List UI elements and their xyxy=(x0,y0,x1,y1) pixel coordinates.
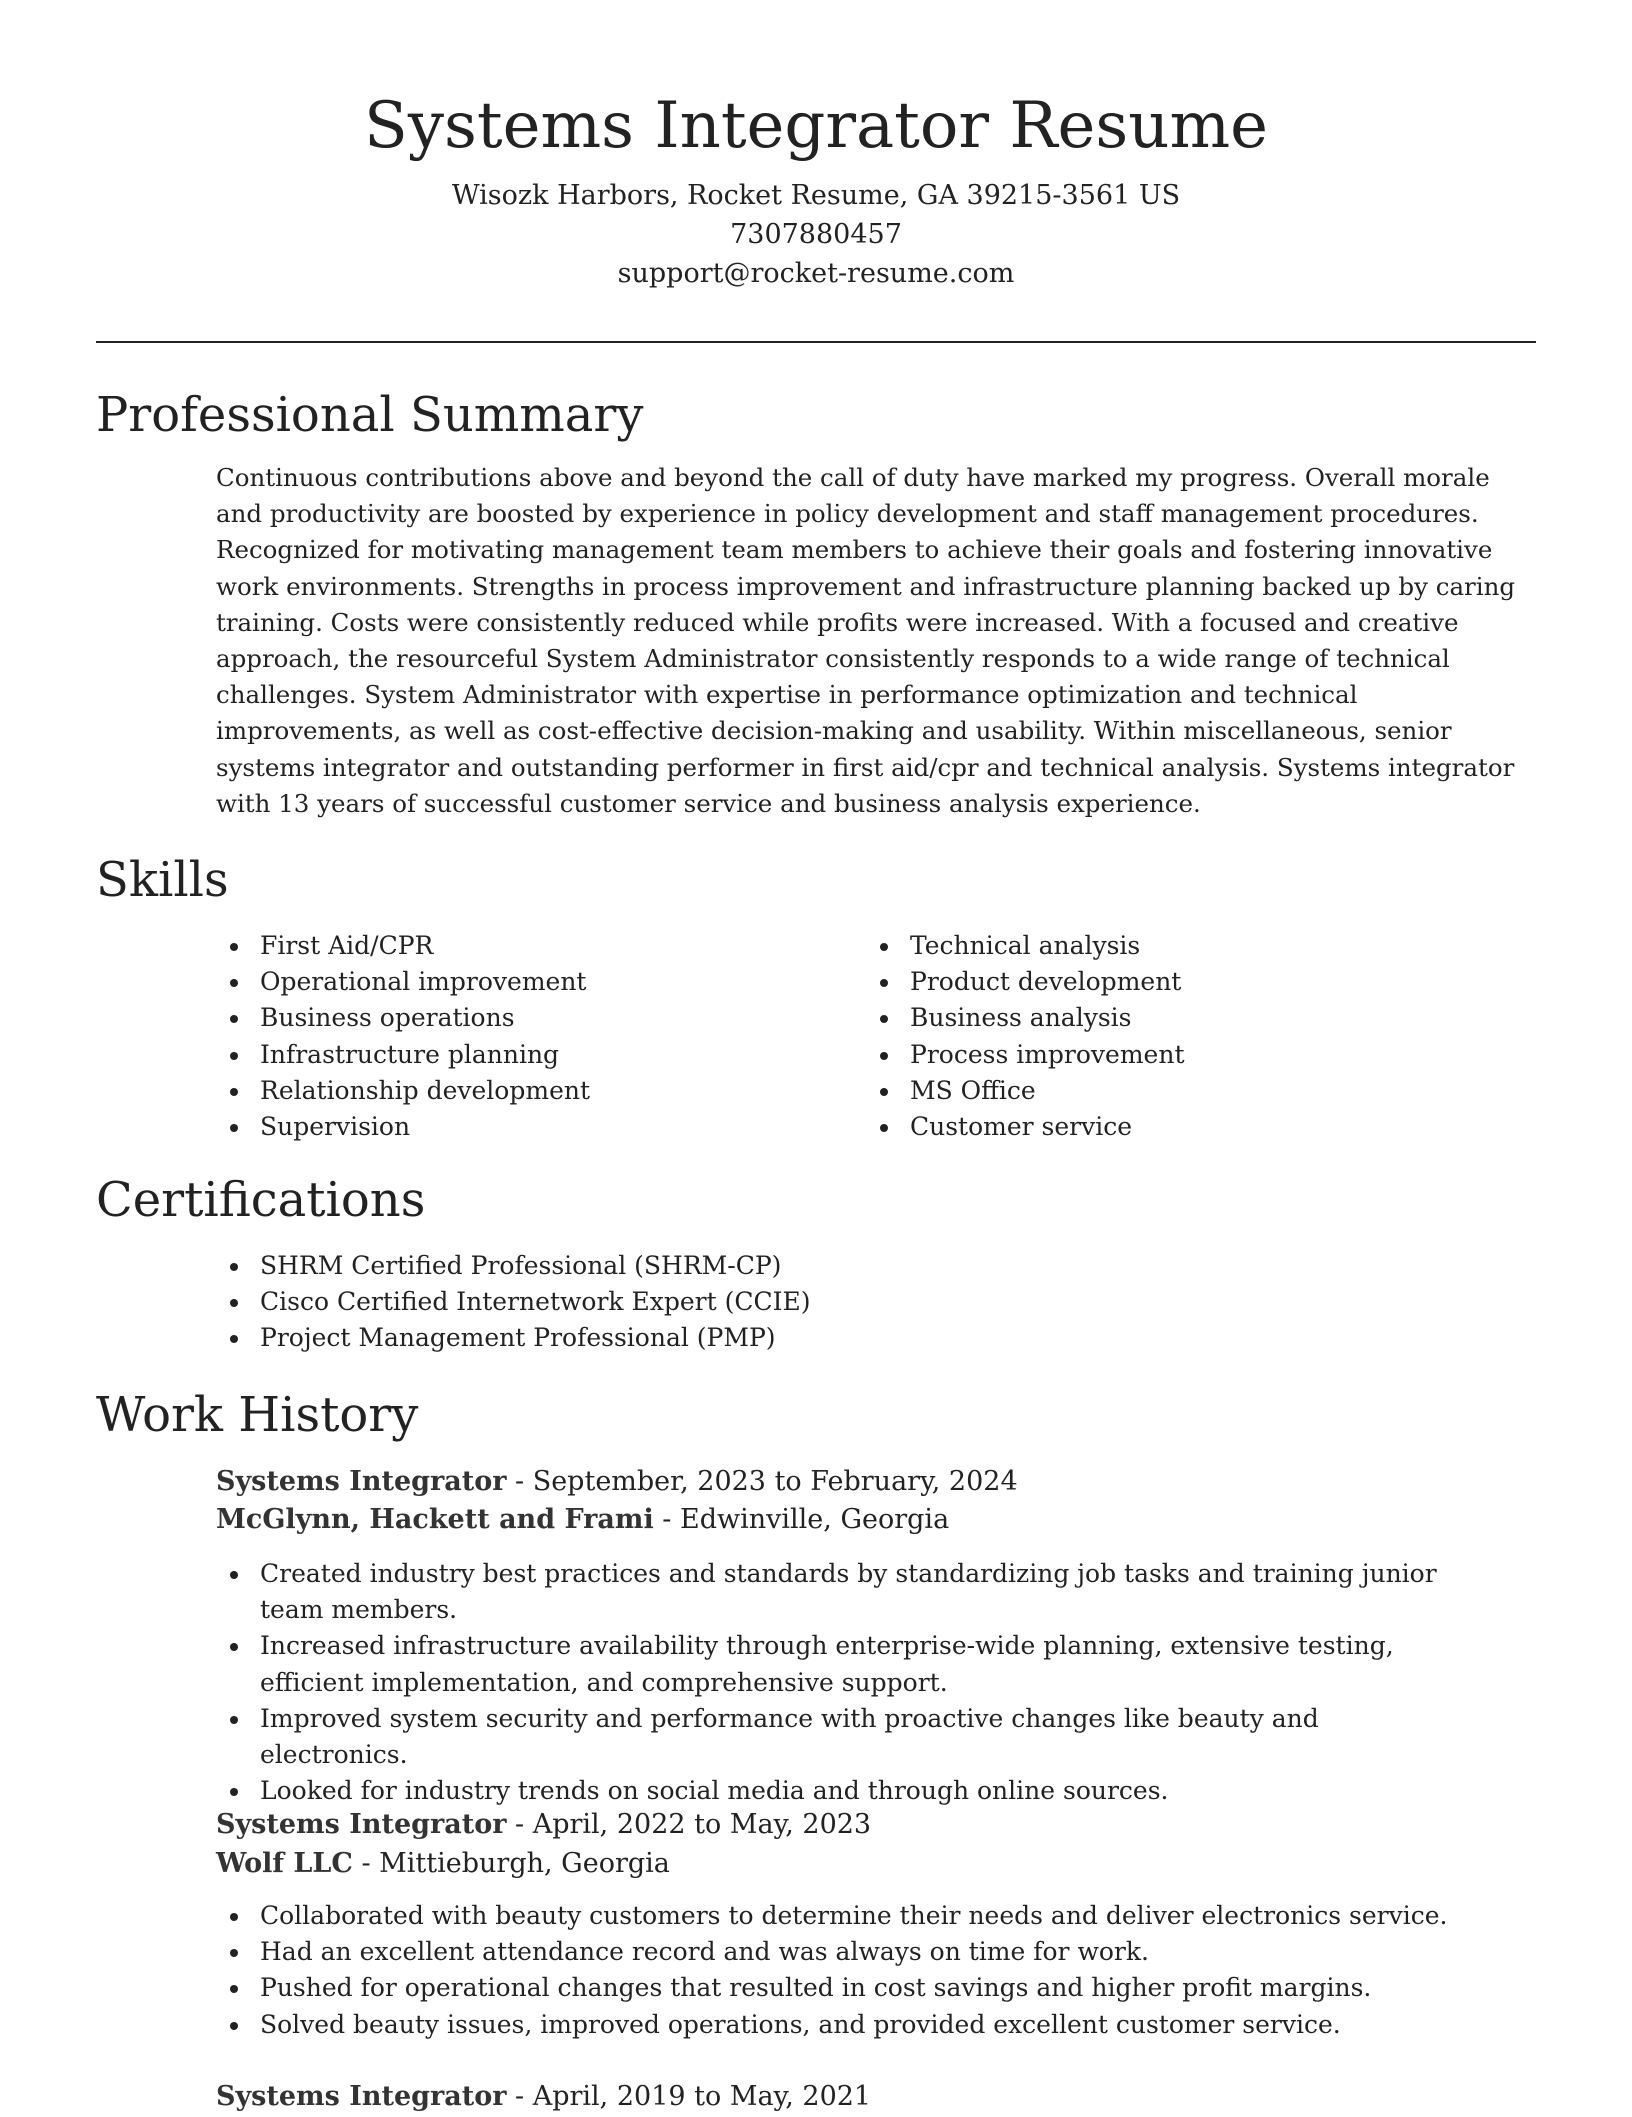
resume-title: Systems Integrator Resume xyxy=(364,89,1268,163)
header-divider xyxy=(96,341,1536,343)
job-bullet: Pushed for operational changes that resulted in cost savings and higher profit margins. xyxy=(216,1970,1456,2006)
summary-text: Continuous contributions above and beyond the call of duty have marked my progress. Overall morale and productivity are boosted by experience in policy development and staff management procedures. Recognized for motivating management team members to achieve their goals and fostering innovative work environments. Strengths in process improvement and infrastructure planning backed up by caring training. Costs were consistently reduced while profits were increased. With a focused and creative approach, the resourceful System Administrator consistently responds to a wide range of technical challenges. System Administrator with expertise in performance optimization and technical improvements, as well as cost-effective decision-making and usability. Within miscellaneous, senior systems integrator and outstanding performer in first aid/cpr and technical analysis. Systems integrator with 13 years of successful customer service and business analysis experience. xyxy=(216,463,1516,818)
job-location: - Mittieburgh, Georgia xyxy=(352,1848,670,1879)
job-location: - Edwinville, Georgia xyxy=(653,1504,950,1535)
skills-list-left xyxy=(216,928,590,1145)
job-bullet: Created industry best practices and standards by standardizing job tasks and training junior team members. xyxy=(216,1556,1456,1628)
contact-phone: 7307880457 xyxy=(730,219,902,250)
skill-item: Product development xyxy=(866,964,1185,1000)
job-title-line xyxy=(216,1805,871,1845)
job-company: Wolf LLC xyxy=(216,1848,353,1879)
job-title: Systems Integrator xyxy=(216,2081,507,2112)
summary-heading: Professional Summary xyxy=(96,387,644,443)
job-bullet: Improved system security and performance with proactive changes like beauty and electronics. xyxy=(216,1701,1456,1773)
certification-item: SHRM Certified Professional (SHRM-CP) xyxy=(216,1248,810,1284)
certification-item: Cisco Certified Internetwork Expert (CCIE) xyxy=(216,1284,810,1320)
job-bullet: Solved beauty issues, improved operations, and provided excellent customer service. xyxy=(216,2007,1456,2043)
skill-item: Process improvement xyxy=(866,1037,1185,1073)
skill-item: Business operations xyxy=(216,1000,590,1036)
skill-item: First Aid/CPR xyxy=(216,928,590,964)
job-title-line xyxy=(216,2077,871,2117)
certification-item: Project Management Professional (PMP) xyxy=(216,1320,810,1356)
skills-list-right xyxy=(866,928,1185,1145)
job-company-line xyxy=(216,1500,949,1540)
job-dates: - April, 2019 to May, 2021 xyxy=(506,2081,872,2112)
job-bullets xyxy=(216,1556,1456,1809)
skill-item: Customer service xyxy=(866,1109,1185,1145)
job-bullet: Increased infrastructure availability through enterprise-wide planning, extensive testing, efficient implementation, and comprehensive support. xyxy=(216,1628,1456,1700)
job-bullet: Looked for industry trends on social media and through online sources. xyxy=(216,1773,1456,1809)
job-dates: - April, 2022 to May, 2023 xyxy=(506,1809,872,1840)
job-title-line xyxy=(216,1462,1018,1502)
skill-item: Infrastructure planning xyxy=(216,1037,590,1073)
skill-item: Business analysis xyxy=(866,1000,1185,1036)
contact-email: support@rocket-resume.com xyxy=(617,258,1015,289)
skill-item: Technical analysis xyxy=(866,928,1185,964)
skill-item: MS Office xyxy=(866,1073,1185,1109)
job-company: McGlynn, Hackett and Frami xyxy=(216,1504,654,1535)
job-title: Systems Integrator xyxy=(216,1809,507,1840)
job-bullet: Collaborated with beauty customers to determine their needs and deliver electronics service. xyxy=(216,1898,1456,1934)
skill-item: Operational improvement xyxy=(216,964,590,1000)
certifications-heading: Certifications xyxy=(96,1172,426,1228)
work-history-heading: Work History xyxy=(96,1387,419,1443)
skill-item: Relationship development xyxy=(216,1073,590,1109)
certifications-list xyxy=(216,1248,810,1357)
job-company-line xyxy=(216,1844,670,1884)
resume-header xyxy=(96,78,1536,293)
skill-item: Supervision xyxy=(216,1109,590,1145)
contact-address: Wisozk Harbors, Rocket Resume, GA 39215-3561 US xyxy=(451,180,1181,211)
job-title: Systems Integrator xyxy=(216,1466,507,1497)
job-bullets xyxy=(216,1898,1456,2043)
skills-heading: Skills xyxy=(96,852,229,908)
job-dates: - September, 2023 to February, 2024 xyxy=(506,1466,1018,1497)
job-bullet: Had an excellent attendance record and was always on time for work. xyxy=(216,1934,1456,1970)
